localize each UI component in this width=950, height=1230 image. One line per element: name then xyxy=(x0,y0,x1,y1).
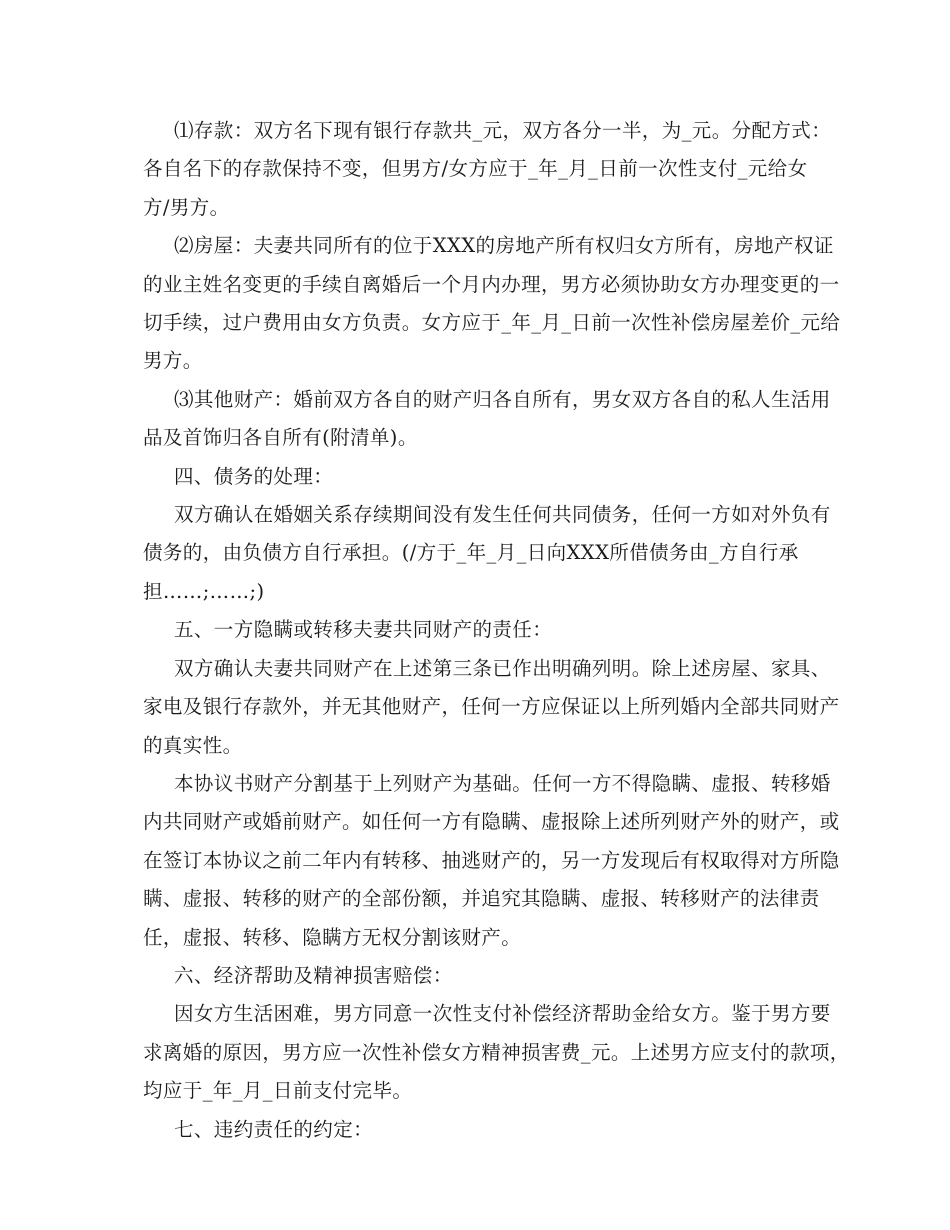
text-line: 在签订本协议之前二年内有转移、抽逃财产的，另一方发现后有权取得对方所隐 xyxy=(143,848,840,872)
text-line: 家电及银行存款外，并无其他财产，任何一方应保证以上所列婚内全部共同财产 xyxy=(143,695,840,719)
text-line: 均应于_年_月_日前支付完毕。 xyxy=(143,1079,413,1103)
paragraph-other-property xyxy=(143,381,831,458)
section-heading-compensation xyxy=(143,957,808,995)
paragraph-compensation xyxy=(143,995,850,1110)
text-line: 求离婚的原因，男方应一次性补偿女方精神损害费_元。上述男方应支付的款项， xyxy=(143,1040,850,1064)
section-heading: 四、债务的处理： xyxy=(174,464,334,488)
section-heading: 七、违约责任的约定： xyxy=(174,1117,374,1141)
paragraph-deposits xyxy=(143,112,832,227)
text-line: 各自名下的存款保持不变，但男方/女方应于_年_月_日前一次性支付_元给女 xyxy=(143,157,808,181)
text-line: 品及首饰归各自所有(附清单)。 xyxy=(143,426,418,450)
text-line: 双方确认夫妻共同财产在上述第三条已作出明确列明。除上述房屋、家具、 xyxy=(174,656,831,680)
text-line: 双方确认在婚姻关系存续期间没有发生任何共同债务，任何一方如对外负有 xyxy=(174,503,831,527)
text-line: 担……;……;) xyxy=(143,579,265,603)
text-line: 方/男方。 xyxy=(143,195,230,219)
section-heading-concealment xyxy=(143,611,808,649)
text-line: 内共同财产或婚前财产。如任何一方有隐瞒、虚报除上述所列财产外的财产，或 xyxy=(143,810,840,834)
text-line: 因女方生活困难，男方同意一次性支付补偿经济帮助金给女方。鉴于男方要 xyxy=(174,1002,831,1026)
section-heading: 五、一方隐瞒或转移夫妻共同财产的责任： xyxy=(174,618,553,642)
document-body xyxy=(143,112,850,1149)
paragraph-debts xyxy=(143,496,831,611)
text-line: ⑵房屋：夫妻共同所有的位于XXX的房地产所有权归女方所有，房地产权证 xyxy=(174,234,834,258)
section-heading-debts xyxy=(143,458,808,496)
paragraph-concealment-confirm xyxy=(143,650,840,765)
text-line: ⑶其他财产：婚前双方各自的财产归各自所有，男女双方各自的私人生活用 xyxy=(174,387,831,411)
text-line: 的真实性。 xyxy=(143,733,243,757)
text-line: 本协议书财产分割基于上列财产为基础。任何一方不得隐瞒、虚报、转移婚 xyxy=(174,771,831,795)
text-line: 债务的，由负债方自行承担。(/方于_年_月_日向XXX所借债务由_方自行承 xyxy=(143,541,799,565)
text-line: 男方。 xyxy=(143,349,203,373)
text-line: 切手续，过户费用由女方负责。女方应于_年_月_日前一次性补偿房屋差价_元给 xyxy=(143,311,841,335)
paragraph-concealment-liability xyxy=(143,765,840,957)
section-heading-breach xyxy=(143,1111,808,1149)
text-line: ⑴存款：双方名下现有银行存款共_元，双方各分一半，为_元。分配方式： xyxy=(174,119,832,142)
paragraph-house xyxy=(143,227,841,381)
text-line: 任，虚报、转移、隐瞒方无权分割该财产。 xyxy=(143,925,522,949)
text-line: 的业主姓名变更的手续自离婚后一个月内办理，男方必须协助女方办理变更的一 xyxy=(143,272,840,296)
text-line: 瞒、虚报、转移的财产的全部份额，并追究其隐瞒、虚报、转移财产的法律责 xyxy=(143,887,820,911)
section-heading: 六、经济帮助及精神损害赔偿： xyxy=(174,963,453,987)
